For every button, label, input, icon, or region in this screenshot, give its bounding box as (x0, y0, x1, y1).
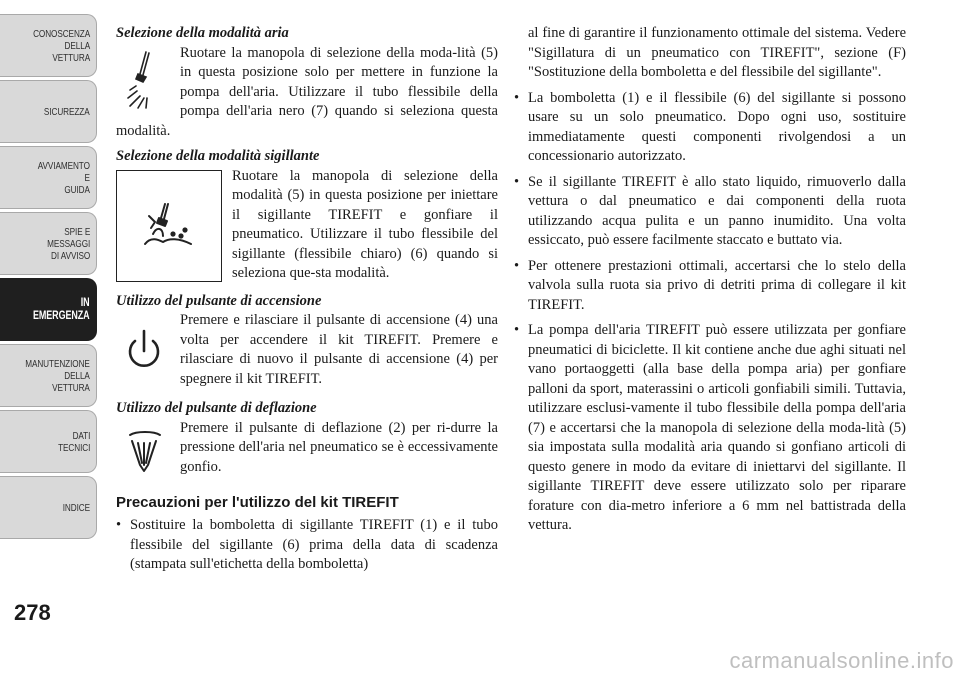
tab-avviamento[interactable] (0, 146, 97, 209)
chapter-tabs (0, 0, 104, 678)
deflate-text: Premere il pulsante di deflazione (2) per ri-durre la pressione dell'aria nel pneumatico se è eccessivamente gonfio. (180, 419, 498, 475)
list-item: • La bomboletta (1) e il flessibile (6) del sigillante si possono usare su un solo pneumatico. Dopo ogni uso, sostituire immediatamente questi componenti rivolgendosi a un concessionario autorizzato. (514, 89, 906, 167)
air-mode-text: Ruotare la manopola di selezione della moda-lità (5) in questa posizione solo per mettere in funzione la pompa dell'aria. Utilizzare il tubo flessibile della pompa dell'aria nero (7) quando si seleziona questa modalità. (116, 44, 498, 139)
tab-spie[interactable] (0, 212, 97, 275)
tab-label: CONOSCENZA DELLA VETTURA (32, 27, 90, 64)
power-button-section (116, 292, 498, 394)
deflate-section (116, 399, 498, 485)
precautions-list-left (116, 516, 498, 575)
tab-label: DATI TECNICI (57, 429, 90, 454)
tab-label: MANUTENZIONE DELLA VETTURA (25, 357, 90, 394)
tab-indice[interactable] (0, 476, 97, 539)
air-mode-section (116, 24, 498, 141)
tab-label: INDICE (62, 501, 90, 514)
tab-label: IN EMERGENZA (33, 296, 90, 322)
tab-manutenzione[interactable] (0, 344, 97, 407)
precautions-title: Precauzioni per l'utilizzo del kit TIREFIT (116, 493, 399, 511)
page-number: 278 (14, 600, 51, 625)
tab-emergenza[interactable] (0, 278, 97, 341)
list-item: • La pompa dell'aria TIREFIT può essere utilizzata per gonfiare pneumatici di biciclette. Il kit contiene anche due aghi situati nel vano portaoggetti (alla base della pompa aria) per gonfiare palloni da sport, materassini o articoli gonfiabili simili. Tuttavia, utilizzare esclusi-vamente il tubo flessibile della pompa dell'aria (7) e accertarsi che la manopola di selezione della moda-lità (5) sia impostata sulla modalità aria quando si gonfiano articoli di questo genere in modo da evitare di iniettarvi del sigillante. Il sigillante TIREFIT deve essere utilizzato solo per riparare forature con dia-metro inferiore a 6 mm nel battistrada della vettura. (514, 321, 906, 536)
left-column (116, 24, 498, 581)
tab-conoscenza[interactable] (0, 14, 97, 77)
air-mode-heading: Selezione della modalità aria (116, 25, 289, 41)
tab-label: SPIE E MESSAGGI DI AVVISO (46, 225, 90, 262)
tab-label: SICUREZZA (44, 105, 90, 118)
power-button-text: Premere e rilasciare il pulsante di accensione (4) una volta per accendere il kit TIREFIT. Premere e rilasciare di nuovo il pulsante di accensione (4) per spegnere il kit TIREFIT. (180, 312, 498, 387)
air-mode-icon (116, 46, 174, 118)
list-item: • Per ottenere prestazioni ottimali, accertarsi che lo stelo della valvola sulla ruota sia privo di detriti prima di collegare il kit TIREFIT. (514, 257, 906, 316)
list-item: • Se il sigillante TIREFIT è allo stato liquido, rimuoverlo dalla vettura o dal pneumatico e dai componenti della ruota utilizzando acqua pulita e un panno inumidito. Una volta essiccato, può essere facilmente staccato e buttato via. (514, 173, 906, 251)
sealant-mode-section (116, 147, 498, 286)
deflate-heading: Utilizzo del pulsante di deflazione (116, 400, 317, 416)
watermark: carmanualsonline.info (729, 648, 954, 673)
right-column (514, 24, 906, 542)
tab-label: AVVIAMENTO E GUIDA (37, 159, 90, 196)
sealant-mode-heading: Selezione della modalità sigillante (116, 148, 320, 164)
tab-dati-tecnici[interactable] (0, 410, 97, 473)
sealant-mode-icon (116, 170, 222, 282)
precautions-list-right (514, 89, 906, 536)
tab-sicurezza[interactable] (0, 80, 97, 143)
list-item: • Sostituire la bomboletta di sigillante TIREFIT (1) e il tubo flessibile del sigillante (6) prima della data di scadenza (stampata sull'etichetta della bomboletta) (116, 516, 498, 575)
deflate-icon (116, 421, 174, 485)
sealant-mode-text: Ruotare la manopola di selezione della modalità (5) in questa posizione per iniettare il sigillante TIREFIT e gonfiare il pneumatico. Utilizzare il tubo flessibile del sigillante (flessibile chiaro) (6) quando si seleziona que-sta modalità. (232, 167, 498, 281)
power-button-icon (116, 313, 174, 393)
power-button-heading: Utilizzo del pulsante di accensione (116, 292, 322, 309)
continuation-text: al fine di garantire il funzionamento ottimale del sistema. Vedere "Sigillatura di un pneumatico con TIREFIT", sezione (F) "Sostituzione della bomboletta e del flessibile del sigillante". (528, 25, 906, 80)
